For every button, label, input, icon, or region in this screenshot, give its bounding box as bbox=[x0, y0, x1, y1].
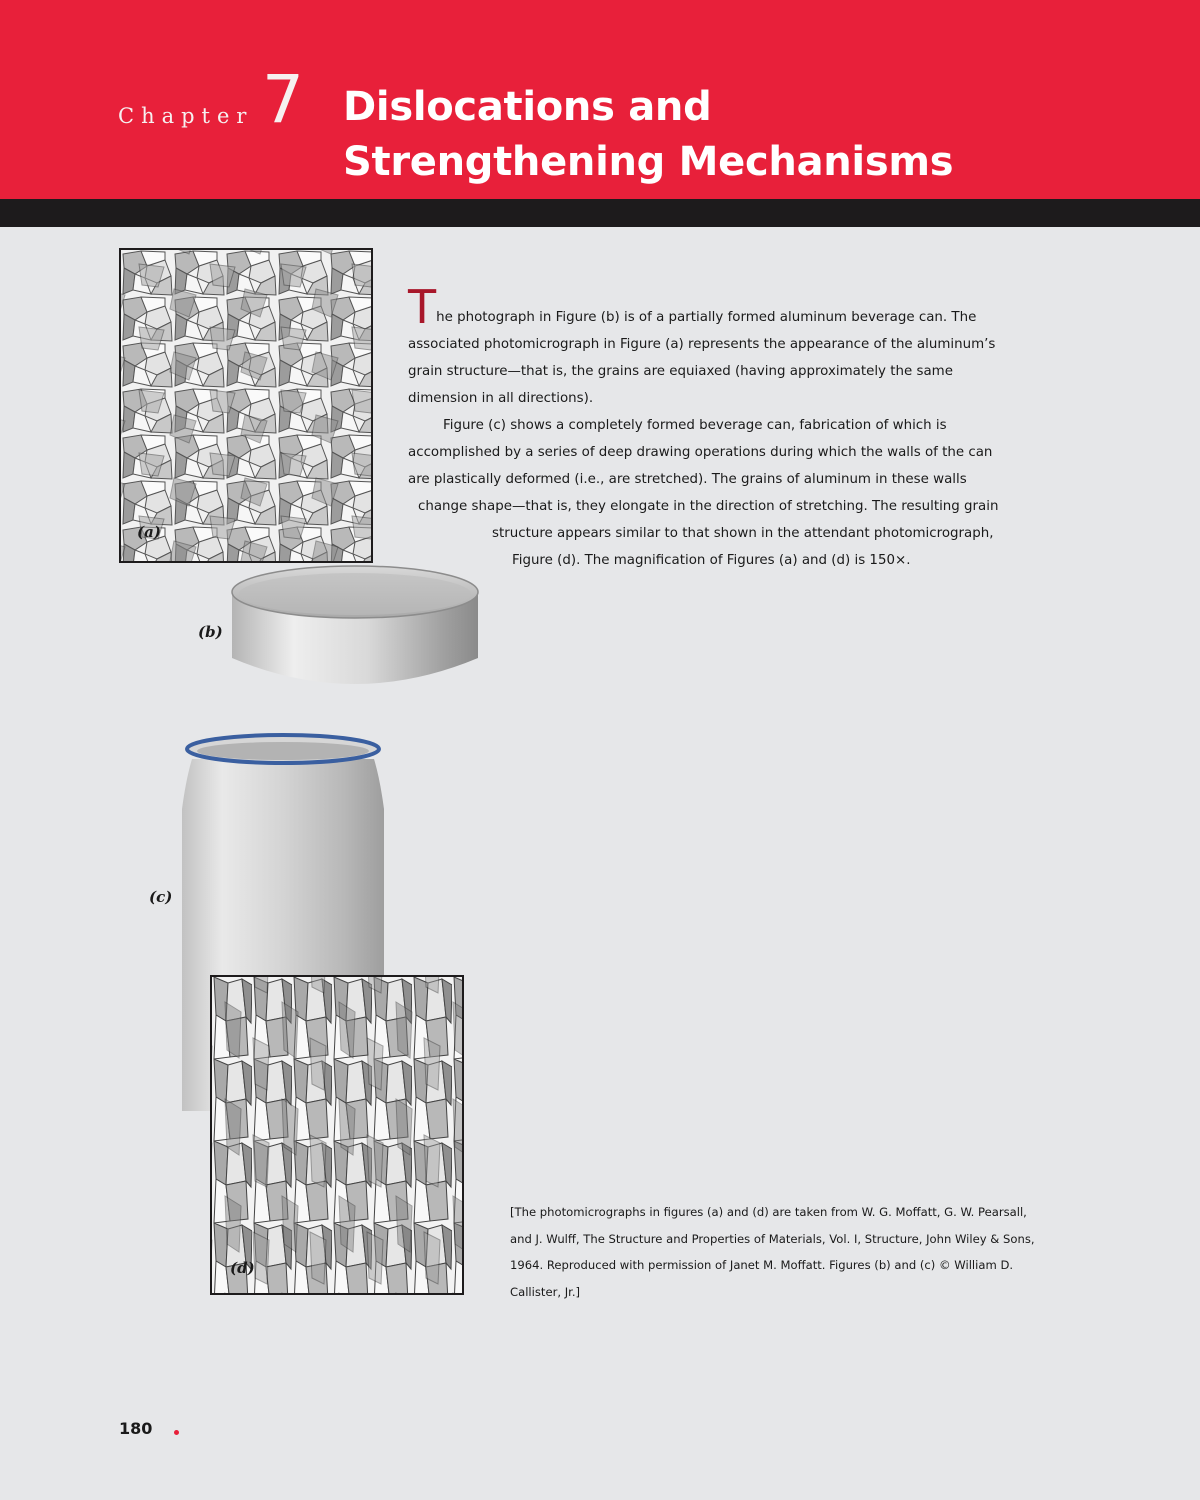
figure-d-micrograph bbox=[210, 975, 464, 1295]
drop-cap: T bbox=[408, 280, 437, 334]
intro-line-1 bbox=[408, 280, 1088, 334]
intro-line-10: Figure (d). The magnification of Figures (a) and (d) is 150×. bbox=[512, 553, 911, 568]
chapter-title-line-1: Dislocations and bbox=[343, 84, 712, 130]
intro-line-3: grain structure—that is, the grains are equiaxed (having approximately the same bbox=[408, 364, 953, 379]
figure-c-label: (c) bbox=[149, 888, 173, 906]
figure-b-partial-can bbox=[228, 560, 480, 700]
partial-can-image bbox=[228, 560, 480, 700]
intro-line-8: change shape—that is, they elongate in the direction of stretching. The resulting grain bbox=[418, 499, 999, 514]
page-number: 180 bbox=[119, 1419, 153, 1438]
figure-a-label: (a) bbox=[137, 523, 161, 541]
intro-line-9: structure appears similar to that shown in the attendant photomicrograph, bbox=[492, 526, 994, 541]
chapter-title-line-2: Strengthening Mechanisms bbox=[343, 139, 954, 185]
intro-line-7: are plastically deformed (i.e., are stretched). The grains of aluminum in these walls bbox=[408, 472, 967, 487]
credit-line-2: and J. Wulff, The Structure and Properties of Materials, Vol. I, Structure, John Wiley & Sons, bbox=[510, 1231, 1035, 1246]
figure-credit bbox=[510, 1199, 1090, 1305]
header-divider-bar bbox=[0, 199, 1200, 227]
chapter-title bbox=[343, 80, 1123, 190]
figure-d-label: (d) bbox=[230, 1259, 255, 1277]
figure-a-micrograph bbox=[119, 248, 373, 563]
chapter-label: Chapter bbox=[118, 104, 254, 128]
credit-line-4: Callister, Jr.] bbox=[510, 1284, 581, 1299]
intro-line-2: associated photomicrograph in Figure (a) represents the appearance of the aluminum’s bbox=[408, 337, 996, 352]
credit-line-1: [The photomicrographs in figures (a) and (d) are taken from W. G. Moffatt, G. W. Pearsall, bbox=[510, 1205, 1027, 1219]
chapter-intro-text bbox=[408, 280, 1088, 574]
page-bullet bbox=[174, 1430, 179, 1435]
intro-line-4: dimension in all directions). bbox=[408, 391, 594, 406]
elongated-grains-image bbox=[212, 977, 462, 1293]
credit-line-3: 1964. Reproduced with permission of Janet M. Moffatt. Figures (b) and (c) © William D. bbox=[510, 1258, 1014, 1272]
equiaxed-grains-image bbox=[121, 250, 371, 561]
intro-line-5: Figure (c) shows a completely formed beverage can, fabrication of which is bbox=[443, 418, 947, 433]
intro-line-6: accomplished by a series of deep drawing operations during which the walls of the can bbox=[408, 445, 993, 460]
figure-b-label: (b) bbox=[198, 623, 223, 641]
chapter-number: 7 bbox=[262, 61, 304, 138]
intro-line-1-text: he photograph in Figure (b) is of a partially formed aluminum beverage can. The bbox=[436, 310, 977, 325]
